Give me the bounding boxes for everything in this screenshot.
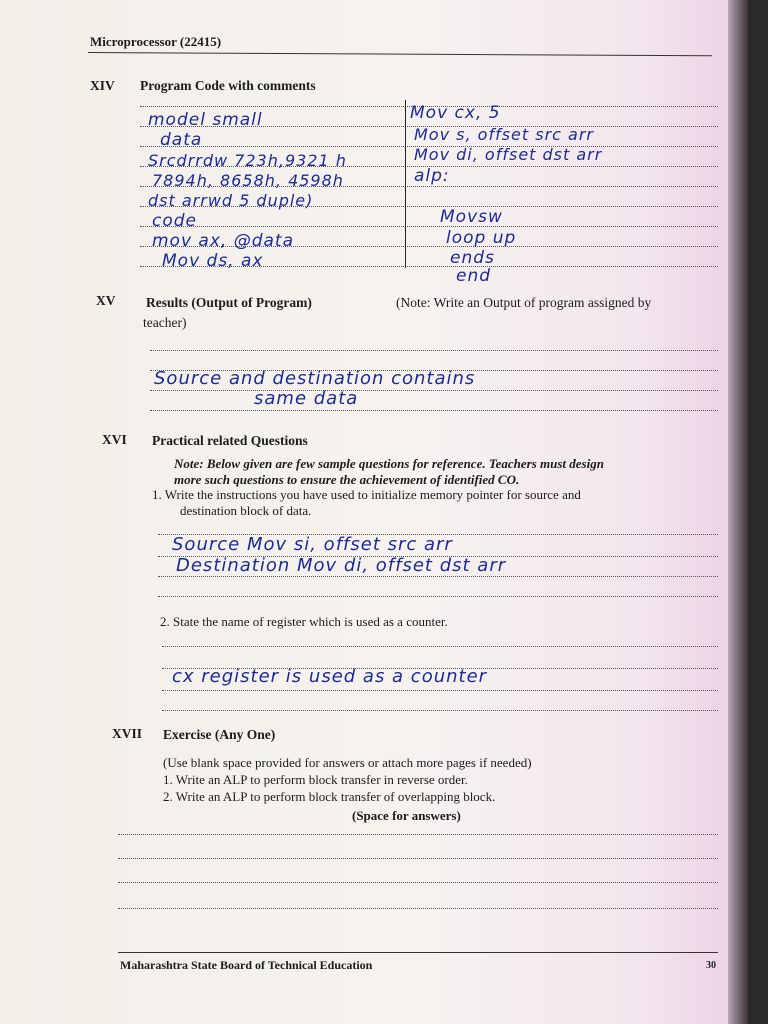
section-xv-number: XV [96,293,116,308]
code-left-line-1: model small [148,110,263,130]
code-column-divider [405,100,406,268]
section-xv-note-cont: teacher) [143,315,187,330]
section-xvii-title: Exercise (Any One) [163,727,276,742]
section-xv-note: (Note: Write an Output of program assigned by [396,295,652,310]
section-xvi-note-line-1: Note: Below given are few sample questions for reference. Teachers must design [174,456,604,471]
dotted-line [150,390,718,391]
question-2-answer: cx register is used as a counter [172,666,488,687]
question-1-answer-line-1: Source Mov si, offset src arr [172,534,453,555]
footer-text: Maharashtra State Board of Technical Education [120,958,373,972]
code-right-line-6: loop up [446,228,517,248]
section-xv-title: Results (Output of Program) [146,295,312,310]
exercise-instructions: (Use blank space provided for answers or attach more pages if needed) [163,755,532,770]
dotted-line [118,858,718,859]
code-left-line-2: data [160,130,203,150]
header-rule [88,52,712,56]
result-answer-line-2: same data [254,388,359,409]
code-left-line-5: dst arrwd 5 duple) [148,191,314,210]
section-xvi-note-line-2: more such questions to ensure the achievement of identified CO. [174,472,520,487]
question-1-line-2: destination block of data. [180,503,312,518]
dotted-line [150,350,718,351]
page-edge-shadow [728,0,748,1024]
dotted-line [118,908,718,909]
page-header-title: Microprocessor (22415) [90,34,222,49]
question-1-answer-line-2: Destination Mov di, offset dst arr [176,555,507,576]
section-xiv-title: Program Code with comments [140,78,316,93]
section-xvi-title: Practical related Questions [152,433,308,448]
code-left-line-7: mov ax, @data [152,231,295,251]
space-for-answers-label: (Space for answers) [352,808,461,823]
dotted-line [162,690,718,691]
code-right-line-1: Mov cx, 5 [410,103,501,123]
dotted-line [162,710,718,711]
code-right-line-4: alp: [414,166,450,186]
exercise-option-2: 2. Write an ALP to perform block transfer of overlapping block. [163,789,496,804]
code-left-line-6: code [152,211,197,231]
dotted-line [158,576,718,577]
dotted-line [162,646,718,647]
section-xvi-number: XVI [102,432,127,447]
section-xvii-number: XVII [112,726,143,741]
code-right-line-3: Mov di, offset dst arr [414,145,603,164]
code-right-line-7: ends [450,248,495,268]
exercise-option-1: 1. Write an ALP to perform block transfer in reverse order. [163,772,468,787]
code-right-line-2: Mov s, offset src arr [414,125,595,144]
code-right-line-5: Movsw [440,207,503,227]
dotted-line [158,596,718,597]
section-xiv-number: XIV [90,78,115,93]
code-right-line-8: end [456,266,492,286]
result-answer-line-1: Source and destination contains [154,368,476,389]
dotted-line [118,834,718,835]
question-1-line-1: 1. Write the instructions you have used to initialize memory pointer for source and [152,487,581,502]
question-2: 2. State the name of register which is used as a counter. [160,614,448,629]
code-left-line-3: Srcdrrdw 723h,9321 h [148,151,347,170]
page-number: 30 [706,960,716,971]
footer-rule [118,952,718,953]
dotted-line [150,410,718,411]
dotted-line [118,882,718,883]
code-left-line-4: 7894h, 8658h, 4598h [152,171,344,190]
dotted-line [140,226,718,227]
code-left-line-8: Mov ds, ax [162,251,264,271]
